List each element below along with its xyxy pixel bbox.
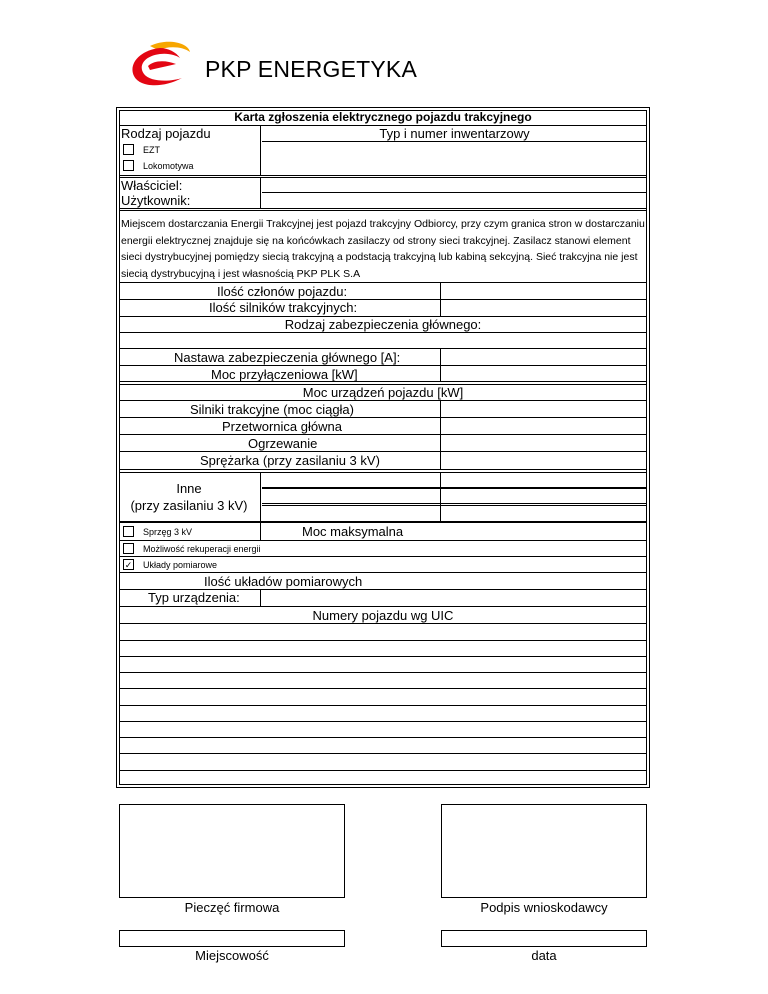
owner-field[interactable] bbox=[262, 178, 647, 192]
motors-count-field[interactable] bbox=[442, 300, 647, 315]
uic-field-2[interactable] bbox=[120, 641, 647, 656]
user-label: Użytkownik: bbox=[121, 193, 191, 208]
other-field-3[interactable] bbox=[262, 506, 647, 521]
checkbox-metering[interactable] bbox=[123, 559, 134, 570]
uic-field-4[interactable] bbox=[120, 673, 647, 688]
other-field-2[interactable] bbox=[262, 489, 647, 503]
main-converter-field[interactable] bbox=[442, 418, 647, 433]
max-power-field[interactable] bbox=[442, 523, 647, 539]
members-count-field[interactable] bbox=[442, 284, 647, 298]
heating-label: Ogrzewanie bbox=[248, 436, 318, 451]
form-title: Karta zgłoszenia elektrycznego pojazdu trakcyjnego bbox=[234, 110, 532, 124]
compressor-label: Sprężarka (przy zasilaniu 3 kV) bbox=[200, 453, 380, 468]
uic-field-6[interactable] bbox=[120, 706, 647, 721]
members-count-label: Ilość członów pojazdu: bbox=[217, 284, 348, 299]
traction-motors-label: Silniki trakcyjne (moc ciągła) bbox=[190, 402, 354, 417]
uic-field-8[interactable] bbox=[120, 738, 647, 753]
checkbox-coupling-3kv[interactable] bbox=[123, 526, 134, 537]
company-logo bbox=[130, 40, 192, 88]
stamp-label: Pieczęć firmowa bbox=[184, 900, 280, 915]
place-label: Miejscowość bbox=[195, 948, 269, 963]
place-field[interactable] bbox=[119, 930, 345, 947]
vehicle-type-label: Rodzaj pojazdu bbox=[121, 126, 211, 141]
other-sub-label: (przy zasilaniu 3 kV) bbox=[130, 498, 248, 513]
inventory-field[interactable] bbox=[262, 142, 647, 175]
motors-count-label: Ilość silników trakcyjnych: bbox=[209, 300, 358, 315]
option-loco-label: Lokomotywa bbox=[143, 161, 194, 171]
connection-power-label: Moc przyłączeniowa [kW] bbox=[211, 367, 358, 382]
uic-field-1[interactable] bbox=[120, 624, 647, 640]
date-label: data bbox=[531, 948, 557, 963]
heating-field[interactable] bbox=[442, 435, 647, 450]
recuperation-label: Możliwość rekuperacji energii bbox=[143, 544, 261, 554]
option-ezt-label: EZT bbox=[143, 145, 160, 155]
date-field[interactable] bbox=[441, 930, 647, 947]
device-type-label: Typ urządzenia: bbox=[148, 590, 240, 605]
signature-label: Podpis wnioskodawcy bbox=[480, 900, 608, 915]
uic-numbers-label: Numery pojazdu wg UIC bbox=[312, 608, 454, 623]
coupling-label: Sprzęg 3 kV bbox=[143, 527, 193, 537]
uic-field-7[interactable] bbox=[120, 722, 647, 737]
owner-label: Właściciel: bbox=[121, 178, 183, 193]
brand-name: PKP ENERGETYKA bbox=[205, 56, 418, 82]
uic-field-5[interactable] bbox=[120, 689, 647, 705]
signature-box[interactable] bbox=[441, 804, 647, 898]
inventory-label: Typ i numer inwentarzowy bbox=[379, 126, 530, 141]
main-converter-label: Przetwornica główna bbox=[222, 419, 342, 434]
max-power-label: Moc maksymalna bbox=[302, 524, 404, 539]
uic-field-9[interactable] bbox=[120, 754, 647, 770]
uic-field-3[interactable] bbox=[120, 657, 647, 672]
main-protection-type-label: Rodzaj zabezpieczenia głównego: bbox=[284, 317, 482, 332]
main-protection-setting-field[interactable] bbox=[442, 350, 647, 364]
compressor-field[interactable] bbox=[442, 452, 647, 469]
checkbox-ezt[interactable] bbox=[123, 144, 134, 155]
legal-paragraph: Miejscem dostarczania Energii Trakcyjnej jest pojazd trakcyjny Odbiorcy, przy czym granica stron w dostarczaniu energii elektrycznej znajduje się na końcówkach zasilaczy od strony sieci trakcyjnej. Zasilacz stanowi element sieci dystrybucyjnej pomiędzy siecią trakcyjną a podstacją trakcyjną lub kabiną sekcyjną. Sieć trakcyjna nie jest siecią dystrybucyjną i jest własnością PKP PLK S.A bbox=[121, 218, 645, 280]
check-mark-icon: ✓ bbox=[124, 560, 133, 570]
metering-label: Układy pomiarowe bbox=[143, 560, 218, 570]
logo-swoosh-red-inner bbox=[148, 61, 176, 70]
other-field-1[interactable] bbox=[262, 473, 647, 487]
metering-count-label: Ilość układów pomiarowych bbox=[204, 574, 363, 589]
stamp-box[interactable] bbox=[119, 804, 345, 898]
checkbox-lokomotywa[interactable] bbox=[123, 160, 134, 171]
main-protection-type-field[interactable] bbox=[120, 333, 647, 348]
uic-field-10[interactable] bbox=[120, 771, 647, 785]
connection-power-field[interactable] bbox=[442, 366, 647, 381]
devices-power-label: Moc urządzeń pojazdu [kW] bbox=[302, 385, 464, 400]
other-label: Inne bbox=[176, 481, 202, 496]
main-protection-setting-label: Nastawa zabezpieczenia głównego [A]: bbox=[174, 350, 401, 365]
traction-motors-field[interactable] bbox=[442, 401, 647, 416]
checkbox-recuperation[interactable] bbox=[123, 543, 134, 554]
device-type-field[interactable] bbox=[262, 590, 647, 605]
user-field[interactable] bbox=[262, 193, 647, 208]
